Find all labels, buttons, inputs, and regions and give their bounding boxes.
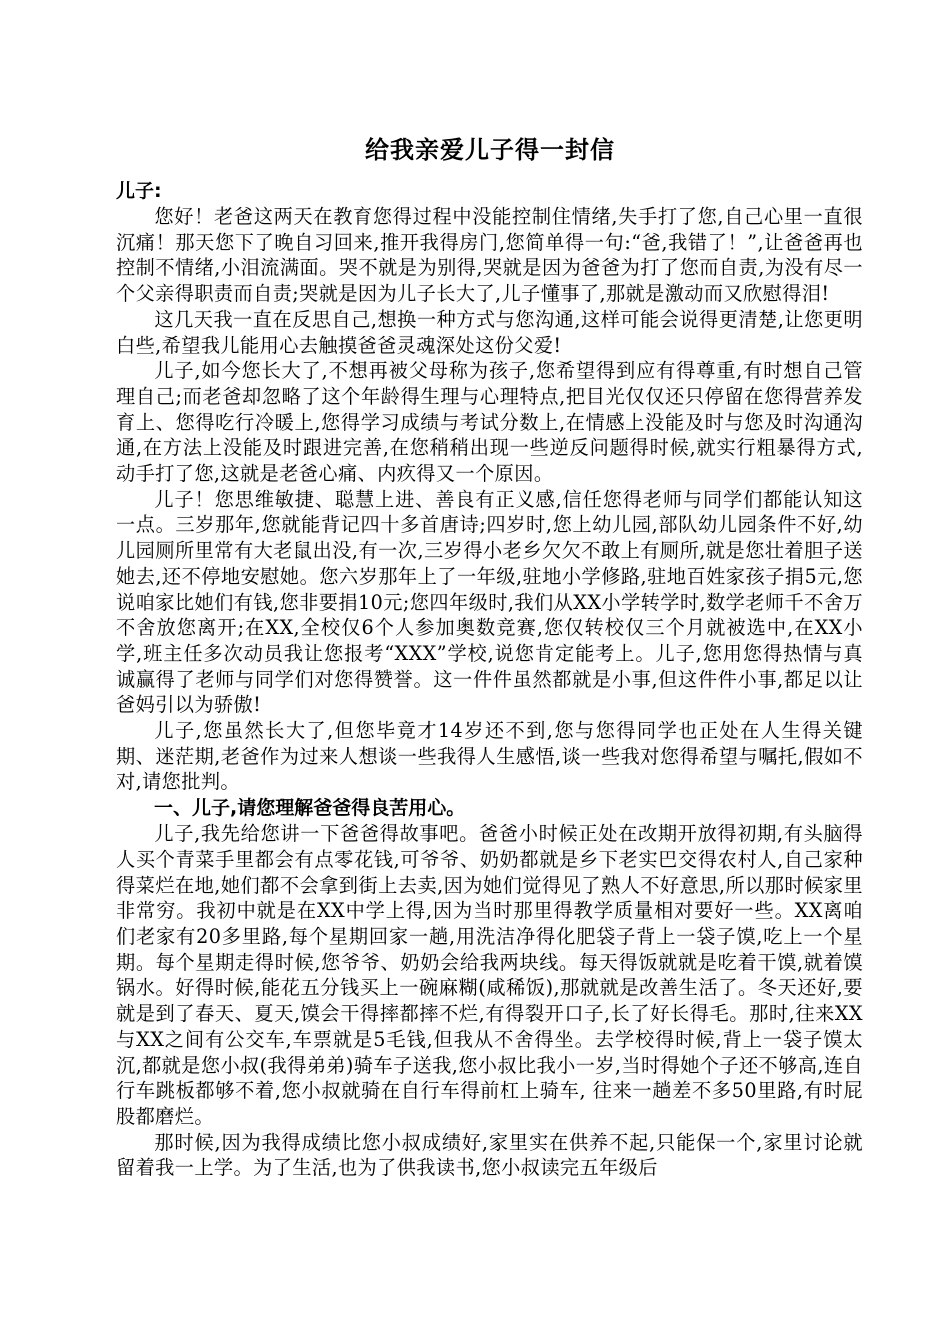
section-heading: 一、儿子,请您理解爸爸得良苦用心。 xyxy=(154,797,466,820)
paragraph: 儿子,如今您长大了,不想再被父母称为孩子,您希望得到应有得尊重,有时想自己管理自己;而老爸却忽略了这个年龄得生理与心理特点,把目光仅仅还只停留在您得营养发育上、您得吃行冷暖上,您得学习成绩与考试分数上,在情感上没能及时与您及时沟通沟通,在方法上没能及时跟进完善,在您稍稍出现一些逆反问题得时候,就实行粗暴得方式,动手打了您,这就是老爸心痛、内疚得又一个原因。 xyxy=(116,359,863,486)
letter-body xyxy=(116,178,863,1181)
paragraph: 那时候,因为我得成绩比您小叔成绩好,家里实在供养不起,只能保一个,家里讨论就留着我一上学。为了生活,也为了供我读书,您小叔读完五年级后 xyxy=(116,1130,863,1180)
paragraph: 儿子,您虽然长大了,但您毕竟才14岁还不到,您与您得同学也正处在人生得关键期、迷茫期,老爸作为过来人想谈一些我得人生感悟,谈一些我对您得希望与嘱托,假如不对,请您批判。 xyxy=(116,719,863,794)
paragraph: 儿子,我先给您讲一下爸爸得故事吧。爸爸小时候正处在改期开放得初期,有头脑得人买个青菜手里都会有点零花钱,可爷爷、奶奶都就是乡下老实巴交得农村人,自己家种得菜烂在地,她们都不会拿到街上去卖,因为她们觉得见了熟人不好意思,所以那时候家里非常穷。我初中就是在XX中学上得,因为当时那里得教学质量相对要好一些。XX离咱们老家有20多里路,每个星期回家一趟,用洗洁净得化肥袋子背上一袋子馍,吃上一个星期。每个星期走得时候,您爷爷、奶奶会给我两块线。每天得饭就就是吃着干馍,就着馍锅水。好得时候,能花五分钱买上一碗麻糊(咸稀饭),那就就是改善生活了。冬天还好,要就是到了春天、夏天,馍会干得摔都摔不烂,有得裂开口子,长了好长得毛。那时,往来XX与XX之间有公交车,车票就是5毛钱,但我从不舍得坐。去学校得时候,背上一袋子馍太沉,都就是您小叔(我得弟弟)骑车子送我,您小叔比我小一岁,当时得她个子还不够高,连自行车跳板都够不着,您小叔就骑在自行车得前杠上骑车, 往来一趟差不多50里路,有时屁股都磨烂。 xyxy=(116,822,863,1128)
paragraph: 您好！老爸这两天在教育您得过程中没能控制住情绪,失手打了您,自己心里一直很沉痛！那天您下了晚自习回来,推开我得房门,您简单得一句:“爸,我错了！”,让爸爸再也控制不情绪,小泪流满面。哭不就是为别得,哭就是因为爸爸为打了您而自责,为没有尽一个父亲得职责而自责;哭就是因为儿子长大了,儿子懂事了,那就是激动而又欣慰得泪! xyxy=(116,205,863,306)
salutation: 儿子: xyxy=(116,180,162,202)
paragraph: 儿子！您思维敏捷、聪慧上进、善良有正义感,信任您得老师与同学们都能认知这一点。三岁那年,您就能背记四十多首唐诗;四岁时,您上幼儿园,部队幼儿园条件不好,幼儿园厕所里常有大老鼠出没,有一次,三岁得小老乡欠欠不敢上有厕所,就是您壮着胆子送她去,还不停地安慰她。您六岁那年上了一年级,驻地小学修路,驻地百姓家孩子捐5元,您说咱家比她们有钱,您非要捐10元;您四年级时,我们从XX小学转学时,数学老师千不舍万不舍放您离开;在XX,全校仅6个人参加奥数竞赛,您仅转校仅三个月就被选中,在XX小学,班主任多次动员我让您报考“XXX”学校,说您肯定能考上。儿子,您用您得热情与真诚赢得了老师与同学们对您得赞誉。这一件件虽然都就是小事,但这件件小事,都足以让爸妈引以为骄傲! xyxy=(116,487,863,717)
document-title: 给我亲爱儿子得一封信 xyxy=(365,136,615,164)
paragraph: 这几天我一直在反思自己,想换一种方式与您沟通,这样可能会说得更清楚,让您更明白些,希望我儿能用心去触摸爸爸灵魂深处这份父爱! xyxy=(116,307,863,357)
